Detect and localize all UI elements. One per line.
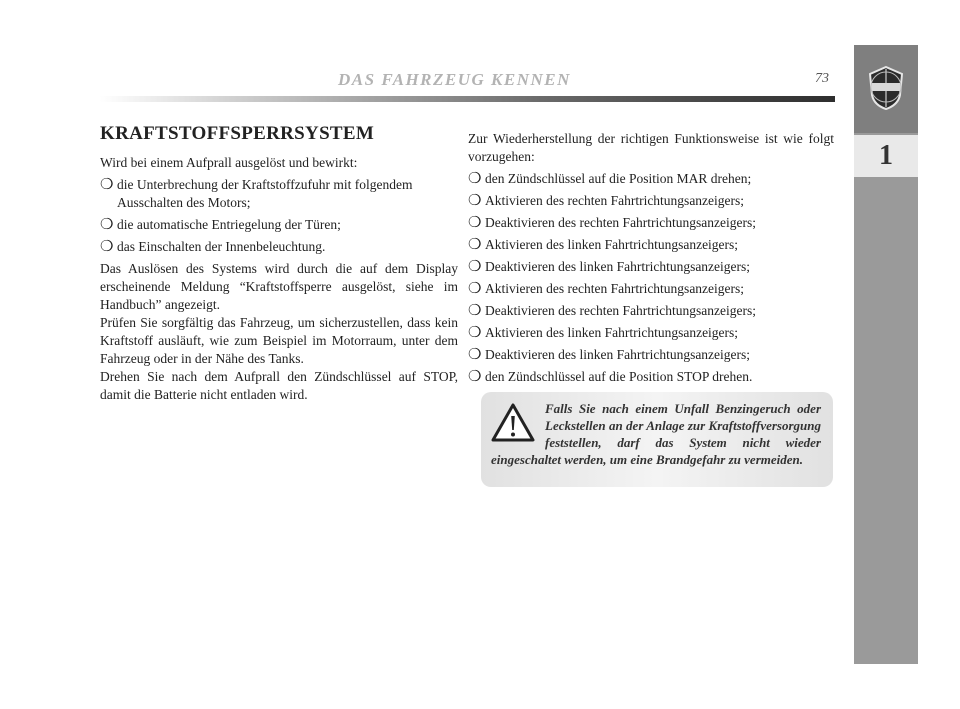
bullet-circle-icon: ❍ xyxy=(468,259,482,275)
left-column xyxy=(100,125,458,404)
list-item-text: Aktivieren des rechten Fahrtrichtungsanzeigers; xyxy=(485,281,745,296)
bullet-circle-icon: ❍ xyxy=(100,217,114,233)
list-item-text: Aktivieren des linken Fahrtrichtungsanzeigers; xyxy=(485,237,739,252)
bullet-circle-icon: ❍ xyxy=(468,237,482,253)
right-column xyxy=(468,130,834,386)
list-item-text: Deaktivieren des linken Fahrtrichtungsanzeigers; xyxy=(485,347,751,362)
list-item xyxy=(468,192,834,210)
bullet-circle-icon: ❍ xyxy=(100,239,114,255)
bullet-circle-icon: ❍ xyxy=(468,171,482,187)
list-item xyxy=(100,238,458,256)
list-item-text: Aktivieren des rechten Fahrtrichtungsanzeigers; xyxy=(485,193,745,208)
list-item xyxy=(468,170,834,188)
list-item xyxy=(468,280,834,298)
intro-text: Wird bei einem Aufprall ausgelöst und bewirkt: xyxy=(100,155,358,170)
warning-box xyxy=(481,392,833,487)
bullet-circle-icon: ❍ xyxy=(468,215,482,231)
bullet-circle-icon: ❍ xyxy=(468,347,482,363)
list-item-text: Deaktivieren des rechten Fahrtrichtungsanzeigers; xyxy=(485,215,757,230)
section-title: KRAFTSTOFFSPERRSYSTEM xyxy=(100,123,375,144)
bullet-circle-icon: ❍ xyxy=(100,177,114,193)
intro-text: Zur Wiederherstellung der richtigen Funktionsweise ist wie folgt vorzugehen: xyxy=(468,131,834,164)
header-rule xyxy=(100,96,835,102)
warning-triangle-icon xyxy=(491,403,535,443)
chapter-number: 1 xyxy=(854,135,918,177)
body-paragraph: Drehen Sie nach dem Aufprall den Zündschlüssel auf STOP, damit die Batterie nicht entladen wird. xyxy=(100,369,458,402)
list-item-text: Deaktivieren des rechten Fahrtrichtungsanzeigers; xyxy=(485,303,757,318)
list-item xyxy=(468,346,834,364)
bullet-circle-icon: ❍ xyxy=(468,325,482,341)
body-paragraph: Das Auslösen des Systems wird durch die auf dem Display erscheinende Meldung “Kraftstoffsperre ausgelöst, siehe im Handbuch” angezeigt. xyxy=(100,261,458,312)
list-item-text: das Einschalten der Innenbeleuchtung. xyxy=(117,239,326,254)
list-item-text: den Zündschlüssel auf die Position STOP drehen. xyxy=(485,369,753,384)
list-item xyxy=(468,368,834,386)
list-item xyxy=(100,176,458,212)
list-item xyxy=(100,216,458,234)
lancia-shield-icon xyxy=(867,65,905,111)
list-item-text: die automatische Entriegelung der Türen; xyxy=(117,217,341,232)
running-head-title: DAS FAHRZEUG KENNEN xyxy=(338,70,571,89)
logo-box xyxy=(854,45,918,133)
warning-text: Falls Sie nach einem Unfall Benzingeruch oder Leckstellen an der Anlage zur Kraftstoffversorgung feststellen, darf das System nicht wieder eingeschaltet werden, um eine Brandgefahr zu vermeiden. xyxy=(491,401,821,467)
list-item xyxy=(468,302,834,320)
list-item xyxy=(468,236,834,254)
bullet-circle-icon: ❍ xyxy=(468,281,482,297)
list-item xyxy=(468,324,834,342)
list-item-text: die Unterbrechung der Kraftstoffzufuhr mit folgendem Ausschalten des Motors; xyxy=(117,177,413,210)
body-paragraph: Prüfen Sie sorgfältig das Fahrzeug, um sicherzustellen, dass kein Kraftstoff ausläuft, wie zum Beispiel im Motorraum, unter dem Fahrzeug oder in der Nähe des Tanks. xyxy=(100,315,458,366)
chapter-side-tab xyxy=(854,45,918,664)
bullet-circle-icon: ❍ xyxy=(468,369,482,385)
page-number: 73 xyxy=(815,71,829,86)
list-item-text: Aktivieren des linken Fahrtrichtungsanzeigers; xyxy=(485,325,739,340)
bullet-circle-icon: ❍ xyxy=(468,193,482,209)
bullet-circle-icon: ❍ xyxy=(468,303,482,319)
list-item xyxy=(468,214,834,232)
list-item xyxy=(468,258,834,276)
list-item-text: den Zündschlüssel auf die Position MAR drehen; xyxy=(485,171,752,186)
list-item-text: Deaktivieren des linken Fahrtrichtungsanzeigers; xyxy=(485,259,751,274)
